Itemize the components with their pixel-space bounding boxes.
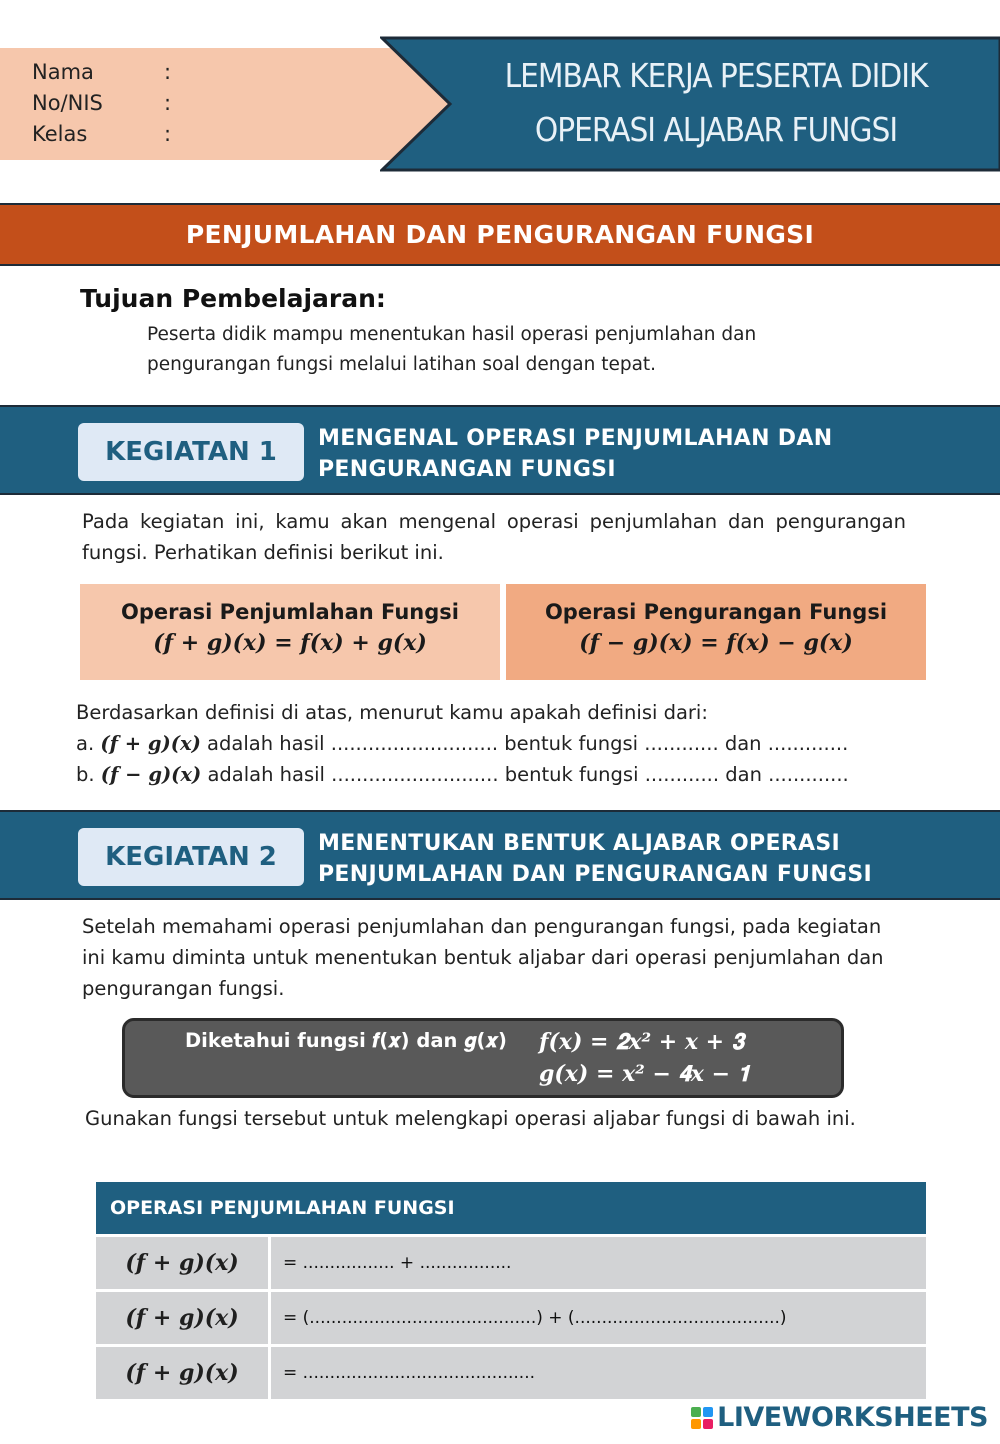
identity-row-kelas xyxy=(32,122,172,146)
activity-2-header xyxy=(0,810,1000,900)
table-header: OPERASI PENJUMLAHAN FUNGSI xyxy=(96,1182,926,1234)
topic-banner xyxy=(0,203,1000,266)
activity-2-instruction: Gunakan fungsi tersebut untuk melengkapi operasi aljabar fungsi di bawah ini. xyxy=(85,1107,856,1130)
item-a-blank-text[interactable]: adalah hasil ........................... bentuk fungsi ............ dan ............. xyxy=(207,732,849,755)
identity-colon: : xyxy=(164,122,172,146)
worksheet-title-box xyxy=(380,36,1000,172)
item-a-expression: (𝒇 + 𝒈)(𝒙) xyxy=(100,732,201,755)
answer-field[interactable]: = ................. + ................. xyxy=(271,1237,926,1289)
activity-1-title xyxy=(318,423,832,485)
activity-title-line: PENGURANGAN FUNGSI xyxy=(318,457,616,482)
item-prefix: a. xyxy=(76,732,95,755)
definition-subtraction-title: Operasi Pengurangan Fungsi xyxy=(544,600,888,624)
definition-addition-title: Operasi Penjumlahan Fungsi xyxy=(121,600,459,624)
liveworksheets-brand[interactable] xyxy=(691,1402,988,1433)
table-row xyxy=(96,1237,926,1289)
worksheet-subtitle: OPERASI ALJABAR FUNGSI xyxy=(534,110,898,149)
learning-goal-text xyxy=(147,320,867,380)
item-b-expression: (𝒇 − 𝒈)(𝒙) xyxy=(100,763,202,786)
brand-text: LIVEWORKSHEETS xyxy=(717,1402,988,1433)
question-item-a[interactable] xyxy=(76,732,848,755)
definition-addition-formula: (𝒇 + 𝒈)(𝒙) = 𝒇(𝒙) + 𝒈(𝒙) xyxy=(153,630,427,656)
identity-colon: : xyxy=(164,60,172,84)
table-row xyxy=(96,1292,926,1344)
table-row-label: (𝒇 + 𝒈)(𝒙) xyxy=(96,1237,268,1289)
worksheet-title: LEMBAR KERJA PESERTA DIDIK xyxy=(504,56,928,95)
activity-title-line: MENGENAL OPERASI PENJUMLAHAN DAN xyxy=(318,426,833,451)
answer-field[interactable]: = (..........................................) + (......................................) xyxy=(271,1292,926,1344)
topic-banner-text: PENJUMLAHAN DAN PENGURANGAN FUNGSI xyxy=(185,220,815,249)
learning-goal-line: Peserta didik mampu menentukan hasil operasi penjumlahan dan xyxy=(147,324,757,345)
identity-row-nis xyxy=(32,91,172,115)
addition-operation-table xyxy=(96,1182,926,1399)
activity-2-intro: Setelah memahami operasi penjumlahan dan pengurangan fungsi, pada kegiatan ini kamu diminta untuk menentukan bentuk aljabar dari operasi penjumlahan dan pengurangan fungsi. xyxy=(82,915,884,1000)
learning-goal-line: pengurangan fungsi melalui latihan soal dengan tepat. xyxy=(147,354,657,375)
definition-addition-box xyxy=(80,584,500,680)
table-row-label: (𝒇 + 𝒈)(𝒙) xyxy=(96,1292,268,1344)
item-b-blank-text[interactable]: adalah hasil ........................... bentuk fungsi ............ dan ............. xyxy=(207,763,849,786)
activity-2-label: KEGIATAN 2 xyxy=(78,828,304,886)
identity-label: Nama xyxy=(32,60,94,84)
identity-label: No/NIS xyxy=(32,91,103,115)
given-functions-box xyxy=(122,1018,844,1098)
table-row xyxy=(96,1347,926,1399)
activity-1-intro: Pada kegiatan ini, kamu akan mengenal operasi penjumlahan dan pengurangan fungsi. Perhatikan definisi berikut ini. xyxy=(82,510,906,564)
learning-goal-heading: Tujuan Pembelajaran: xyxy=(80,284,386,313)
liveworksheets-logo-icon xyxy=(691,1407,713,1429)
given-label: Diketahui fungsi 𝒇(𝒙) dan 𝒈(𝒙) xyxy=(185,1029,507,1052)
definition-subtraction-formula: (𝒇 − 𝒈)(𝒙) = 𝒇(𝒙) − 𝒈(𝒙) xyxy=(579,630,853,656)
activity-1-label: KEGIATAN 1 xyxy=(78,423,304,481)
table-row-label: (𝒇 + 𝒈)(𝒙) xyxy=(96,1347,268,1399)
item-prefix: b. xyxy=(76,763,95,786)
activity-title-line: MENENTUKAN BENTUK ALJABAR OPERASI xyxy=(318,831,840,856)
answer-field[interactable]: = ........................................... xyxy=(271,1347,926,1399)
identity-label: Kelas xyxy=(32,122,88,146)
activity-1-header xyxy=(0,405,1000,495)
given-f-formula: 𝒇(𝒙) = 𝟐𝒙² + 𝒙 + 𝟑 xyxy=(539,1029,744,1055)
question-item-b[interactable] xyxy=(76,763,849,786)
identity-row-nama xyxy=(32,60,172,84)
given-g-formula: 𝒈(𝒙) = 𝒙² − 𝟒𝒙 − 𝟏 xyxy=(539,1061,750,1087)
question-prompt: Berdasarkan definisi di atas, menurut kamu apakah definisi dari: xyxy=(76,701,708,724)
identity-colon: : xyxy=(164,91,172,115)
activity-title-line: PENJUMLAHAN DAN PENGURANGAN FUNGSI xyxy=(318,862,873,887)
definition-subtraction-box xyxy=(506,584,926,680)
activity-2-title xyxy=(318,828,872,890)
